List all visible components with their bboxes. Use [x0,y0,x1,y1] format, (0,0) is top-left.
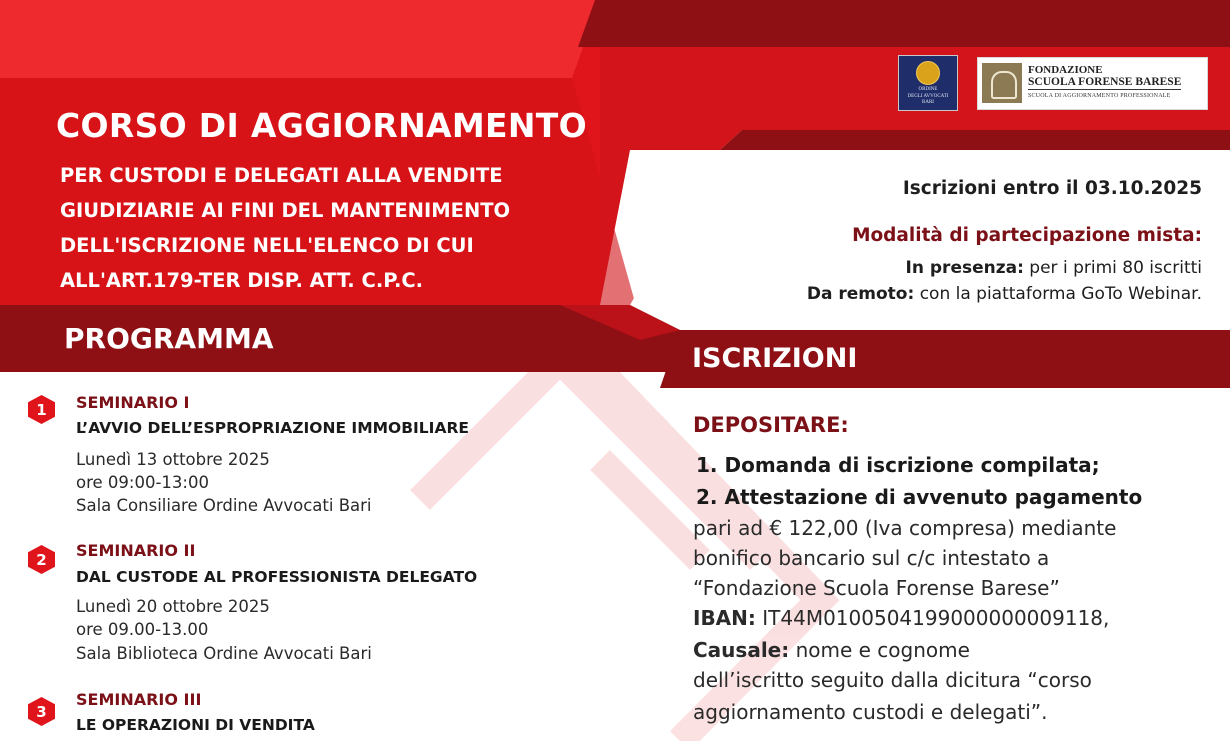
iban-label: IBAN: [693,606,756,630]
iban-value: IT44M0100504199000000009118, [755,606,1110,630]
logo-text: DEGLI AVVOCATI [907,93,949,99]
seminar-time: ore 09.00-13.00 [76,620,209,639]
payment-text: bonifico bancario sul c/c intestato a [693,546,1050,570]
number-1-icon: 1 [28,395,55,424]
in-person-label: In presenza: [905,258,1024,278]
payment-text: pari ad € 122,00 (Iva compresa) mediante [693,516,1117,540]
remote-label: Da remoto: [806,284,915,304]
logo-text: FONDAZIONE [1028,64,1103,76]
subtitle-line: PER CUSTODI E DELEGATI ALLA VENDITE [60,164,503,187]
subtitle-line: GIUDIZIARIE AI FINI DEL MANTENIMENTO [60,199,511,222]
subtitle-line: DELL'ISCRIZIONE NELL'ELENCO DI CUI [60,234,474,257]
seminar-date: Lunedì 13 ottobre 2025 [76,450,270,469]
fondazione-logo [977,57,1208,110]
number-3-icon: 3 [28,697,55,726]
registration-deadline: Iscrizioni entro il 03.10.2025 [902,178,1202,199]
seminar-place: Sala Consiliare Ordine Avvocati Bari [76,496,372,515]
in-person-text: per i primi 80 iscritti [1023,258,1202,278]
seminar-label: SEMINARIO II [76,541,196,560]
course-subtitle [60,158,620,298]
right-dark-stripe [720,130,1230,150]
logo-text: ORDINE [918,87,938,92]
emblem-icon [982,63,1022,103]
payment-text: “Fondazione Scuola Forense Barese” [693,576,1060,600]
causale-text: aggiornamento custodi e delegati”. [693,700,1048,724]
header-top-bright [0,0,600,78]
seminar-label: SEMINARIO I [76,393,190,412]
ordine-avvocati-logo [898,55,958,111]
seminar-label: SEMINARIO III [76,690,202,709]
subtitle-line: ALL'ART.179-TER DISP. ATT. C.P.C. [60,269,424,292]
remote-text: con la piattaforma GoTo Webinar. [914,284,1202,304]
seminar-title: DAL CUSTODE AL PROFESSIONISTA DELEGATO [76,568,478,586]
requirement-item: 1. Domanda di iscrizione compilata; [696,453,1100,477]
causale-text: dell’iscritto seguito dalla dicitura “corso [693,668,1092,692]
causale-label: Causale: [693,638,790,662]
remote-info [807,284,1202,304]
header-top-dark-strip [578,0,1230,47]
logo-text: BARI [922,100,934,105]
seminar-time: ore 09:00-13:00 [76,473,209,492]
causale-text: nome e cognome [789,638,970,662]
seminar-date: Lunedì 20 ottobre 2025 [76,597,270,616]
logo-text: SCUOLA FORENSE BARESE [1028,76,1182,88]
participation-mode-heading: Modalità di partecipazione mista: [852,225,1202,246]
requirement-item: 2. Attestazione di avvenuto pagamento [696,485,1143,509]
iscrizioni-heading: ISCRIZIONI [692,343,858,374]
iban-line [693,606,1109,630]
seminar-title: LE OPERAZIONI DI VENDITA [76,716,315,734]
seminar-title: L’AVVIO DELL’ESPROPRIAZIONE IMMOBILIARE [76,419,469,437]
depositare-heading: DEPOSITARE: [693,413,849,437]
in-person-info [906,258,1202,278]
seminar-place: Sala Biblioteca Ordine Avvocati Bari [76,644,372,663]
programma-heading: PROGRAMMA [64,322,274,355]
logo-text: SCUOLA DI AGGIORNAMENTO PROFESSIONALE [1028,93,1171,99]
number-2-icon: 2 [28,545,55,574]
causale-line [693,638,970,662]
seal-icon [916,61,940,85]
course-title: CORSO DI AGGIORNAMENTO [56,106,587,145]
